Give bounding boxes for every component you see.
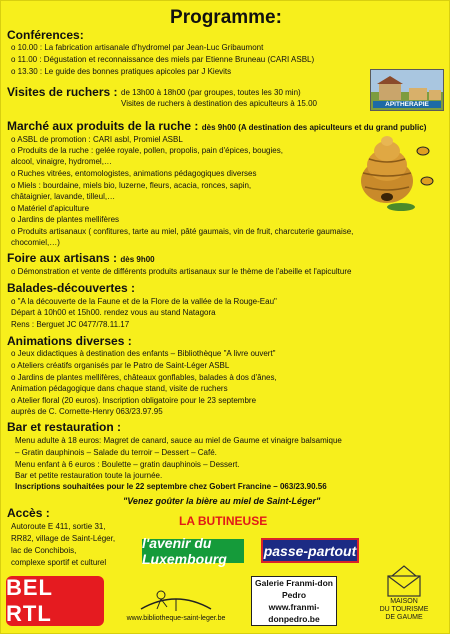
apitherapie-image (370, 69, 444, 111)
acces-line: complexe sportif et culturel (11, 558, 107, 567)
animations-item: o Jeux didactiques à destination des enfants – Bibliothèque "A livre ouvert" (11, 349, 276, 358)
marche-item: o Miels : bourdaine, miels bio, luzerne, fleurs, acacia, ronces, sapin, (11, 181, 252, 190)
avenir-logo: l'avenir du Luxembourg (142, 539, 244, 563)
visites-line: de 13h00 à 18h00 (par groupes, toutes les 30 min) (121, 88, 301, 97)
animations-item: o Ateliers créatifs organisés par le Patro de Saint-Léger ASBL (11, 361, 230, 370)
animations-heading: Animations diverses : (7, 334, 132, 348)
marche-item: o Ruches vitrées, entomologistes, animations pédagogiques diverses (11, 169, 257, 178)
acces-line: lac de Conchibois, (11, 546, 77, 555)
envelope-house-icon (384, 564, 424, 598)
foire-heading (7, 251, 155, 265)
franmi-name: Galerie Franmi-don Pedro (255, 578, 333, 600)
visites-heading: Visites de ruchers : (7, 85, 118, 99)
maison-line: MAISON (390, 598, 418, 605)
balades-item: Départ à 10h00 et 15h00. rendez vous au stand Natagora (11, 308, 216, 317)
bibliotheque-url: www.bibliotheque-saint-leger.be (126, 614, 226, 622)
balades-heading: Balades-découvertes : (7, 281, 136, 295)
butineuse-logo: LA BUTINEUSE (179, 514, 268, 528)
beehive-icon (351, 131, 439, 211)
acces-heading: Accès : (7, 506, 50, 520)
bar-item: Menu enfant à 6 euros : Boulette – gratin dauphinois – Dessert. (15, 460, 240, 469)
marche-item: alcool, vinaigre, hydromel,… (11, 157, 112, 166)
animations-item: o Atelier floral (20 euros). Inscription obligatoire pour le 23 septembre (11, 396, 257, 405)
bar-heading: Bar et restauration : (7, 420, 122, 434)
foire-item: o Démonstration et vente de différents produits artisanaux sur le thème de l'abeille et l'apiculture (11, 267, 352, 276)
marche-note: dès 9h00 (A destination des apiculteurs et du grand public) (201, 123, 427, 132)
marche-item: chocomiel,…) (11, 238, 60, 247)
passe-partout-logo: passe-partout (261, 538, 359, 563)
conference-item: o 13.30 : Le guide des bonnes pratiques apicoles par J Kievits (11, 67, 232, 76)
bar-item: Bar et petite restauration toute la journée. (15, 471, 163, 480)
acces-line: Autoroute E 411, sortie 31, (11, 522, 106, 531)
conferences-heading: Conférences: (7, 28, 84, 42)
marche-item: o Matériel d'apiculture (11, 204, 90, 213)
acces-line: RR82, village de Saint-Léger, (11, 534, 116, 543)
page-title: Programme: (170, 7, 282, 28)
bar-inscriptions: Inscriptions souhaitées pour le 22 septembre chez Gobert Francine – 063/23.90.56 (15, 482, 327, 491)
maison-tourisme-logo (363, 556, 445, 630)
bar-item: – Gratin dauphinois – Salade du terroir – Dessert – Café. (15, 448, 217, 457)
animations-item: o Jardins de plantes mellifères, châteaux gonflables, balades à dos d'ânes, (11, 373, 277, 382)
open-book-icon (131, 581, 221, 615)
marche-title: Marché aux produits de la ruche : (7, 119, 199, 133)
foire-title: Foire aux artisans : (7, 251, 118, 265)
marche-item: o ASBL de promotion : CARI asbl, Promiel ASBL (11, 135, 183, 144)
bar-item: Menu adulte à 18 euros: Magret de canard, sauce au miel de Gaume et vinaigre balsamique (15, 436, 342, 445)
animations-item: auprès de C. Cornette-Henry 063/23.97.95 (11, 407, 163, 416)
bibliotheque-logo (106, 573, 246, 629)
maison-line: DE GAUME (385, 614, 423, 621)
conference-item: o 11.00 : Dégustation et reconnaissance des miels par Etienne Bruneau (CARI ASBL) (11, 55, 315, 64)
maison-line: DU TOURISME (379, 606, 429, 613)
apitherapie-label: APITHERAPIE (373, 101, 441, 108)
franmi-url: www.franmi-donpedro.be (268, 602, 320, 624)
balades-item: o "A la découverte de la Faune et de la Flore de la vallée de la Rouge-Eau" (11, 297, 277, 306)
foire-note: dès 9h00 (120, 255, 155, 264)
marche-item: o Jardins de plantes mellifères (11, 215, 120, 224)
marche-item: o Produits artisanaux ( confitures, tarte au miel, pâté gaumais, vin de fruit, charcuterie gaumaise, (11, 227, 354, 236)
slogan: "Venez goûter la bière au miel de Saint-Léger" (123, 496, 321, 506)
marche-item: châtaignier, lavande, tilleul,… (11, 192, 116, 201)
visites-line: Visites de ruchers à destination des apiculteurs à 15.00 (121, 99, 317, 108)
franmi-logo (251, 576, 337, 626)
conference-item: o 10.00 : La fabrication artisanale d'hydromel par Jean-Luc Gribaumont (11, 43, 264, 52)
animations-item: Animation pédagogique dans chaque stand, visite de ruchers (11, 384, 228, 393)
marche-item: o Produits de la ruche : gelée royale, pollen, propolis, pain d'épices, bougies, (11, 146, 283, 155)
balades-item: Rens : Berguet JC 0477/78.11.17 (11, 320, 130, 329)
bel-rtl-logo: BEL RTL (6, 576, 104, 626)
